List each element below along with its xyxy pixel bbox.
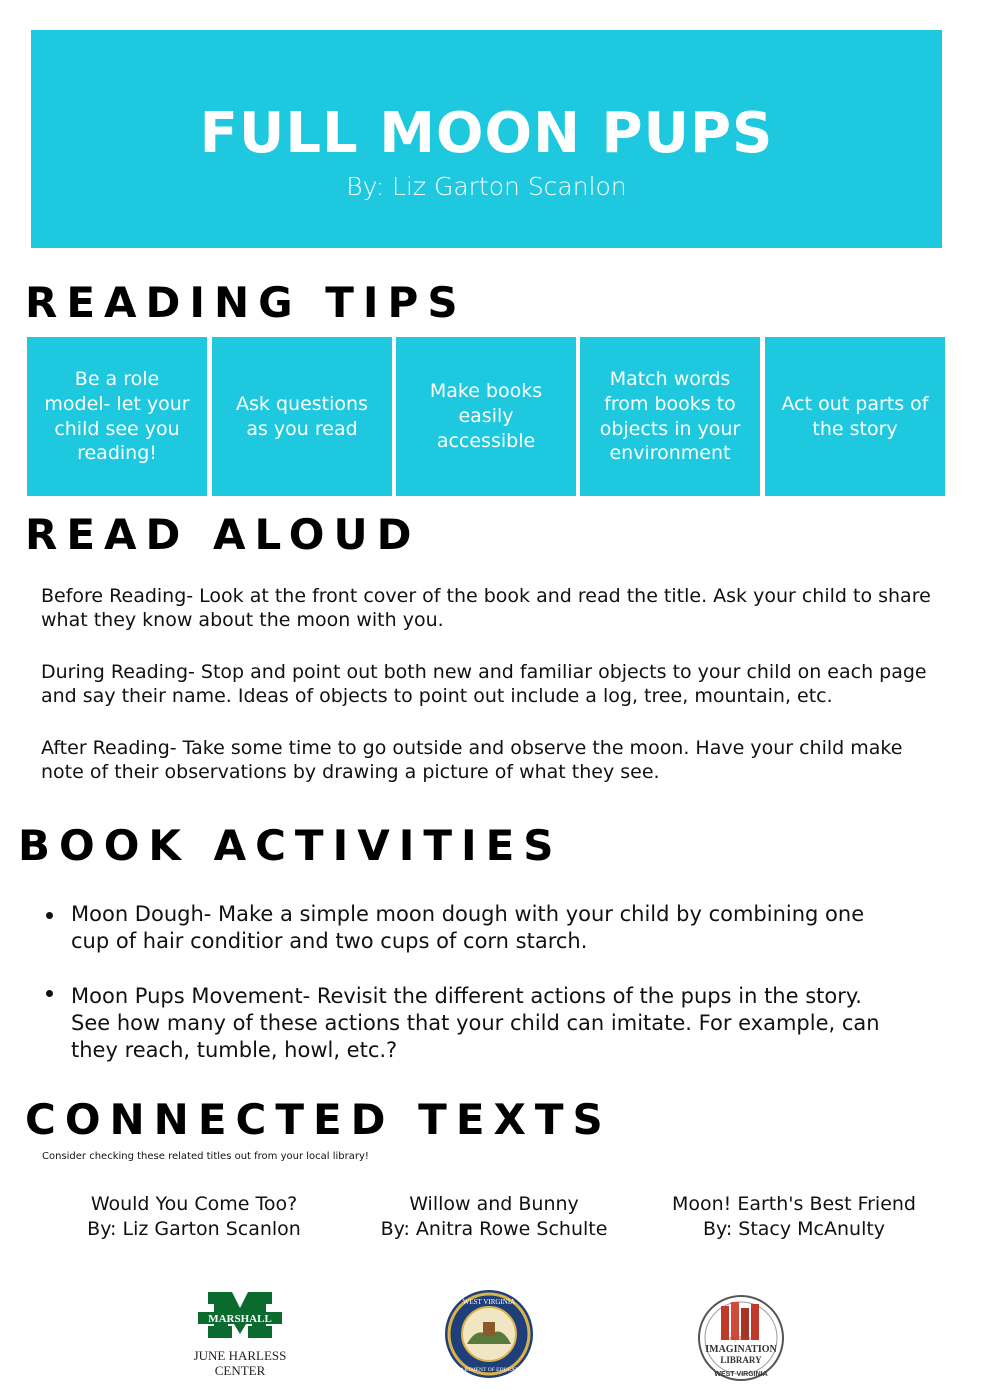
imagination-bottom: WEST VIRGINIA (714, 1371, 768, 1378)
before-reading-text: Before Reading- Look at the front cover of the book and read the title. Ask your child to share what they know about the moon with you. (41, 585, 931, 631)
book-author: By: Anitra Rowe Schulte (380, 1218, 608, 1240)
book-title: Moon! Earth's Best Friend (672, 1193, 916, 1215)
tip-card: Be a role model- let your child see you reading! (27, 337, 207, 496)
imagination-line3: LIBRARY (720, 1355, 762, 1365)
wv-department-of-education-seal (443, 1288, 535, 1380)
tip-card: Ask questions as you read (212, 337, 392, 496)
tip-card: Act out parts of the story (765, 337, 945, 496)
imagination-library-logo (697, 1292, 785, 1386)
book-title: Willow and Bunny (409, 1193, 579, 1215)
connected-book (364, 1192, 624, 1242)
book-author: By: Liz Garton Scanlon (346, 172, 627, 201)
reading-tips-row (27, 337, 946, 496)
book-title: FULL MOON PUPS (199, 101, 774, 166)
imagination-line1: Dolly Parton's (723, 1336, 759, 1342)
seal-bottom-text: DEPARTMENT OF EDUCATION (450, 1367, 528, 1373)
after-reading-text: After Reading- Take some time to go outside and observe the moon. Have your child make note of their observations by drawing a picture of what they see. (41, 737, 903, 783)
marshall-banner-text: MARSHALL (208, 1313, 272, 1325)
book-author: By: Liz Garton Scanlon (87, 1218, 301, 1240)
seal-top-text: WEST VIRGINIA (462, 1298, 516, 1306)
tip-card: Match words from books to objects in your environment (580, 337, 760, 496)
activity-item: Moon Dough- Make a simple moon dough with your child by combining one cup of hair conditior and two cups of corn starch. (71, 902, 865, 953)
read-aloud-heading: READ ALOUD (25, 510, 421, 559)
imagination-line2: IMAGINATION (705, 1344, 777, 1355)
bullet-dot (46, 990, 53, 997)
tip-card: Make books easily accessible (396, 337, 576, 496)
connected-book (664, 1192, 924, 1242)
book-title: Would You Come Too? (90, 1193, 298, 1215)
marshall-line1: JUNE HARLESS (193, 1348, 287, 1363)
activity-item: Moon Pups Movement- Revisit the different actions of the pups in the story. See how many of these actions that your child can imitate. For example, can they reach, tumble, howl, etc.? (71, 984, 880, 1062)
connected-book (64, 1192, 324, 1242)
library-note: Consider checking these related titles out from your local library! (42, 1151, 369, 1162)
title-banner (31, 30, 942, 248)
marshall-june-harless-logo (188, 1290, 292, 1382)
book-activities-heading: BOOK ACTIVITIES (18, 821, 563, 870)
connected-texts-heading: CONNECTED TEXTS (25, 1095, 612, 1144)
book-author: By: Stacy McAnulty (702, 1218, 886, 1240)
bullet-dot (46, 912, 53, 919)
reading-tips-heading: READING TIPS (25, 278, 467, 327)
during-reading-text: During Reading- Stop and point out both new and familiar objects to your child on each page and say their name. Ideas of objects to point out include a log, tree, mountain, etc. (41, 661, 927, 707)
marshall-line2: CENTER (214, 1363, 266, 1378)
